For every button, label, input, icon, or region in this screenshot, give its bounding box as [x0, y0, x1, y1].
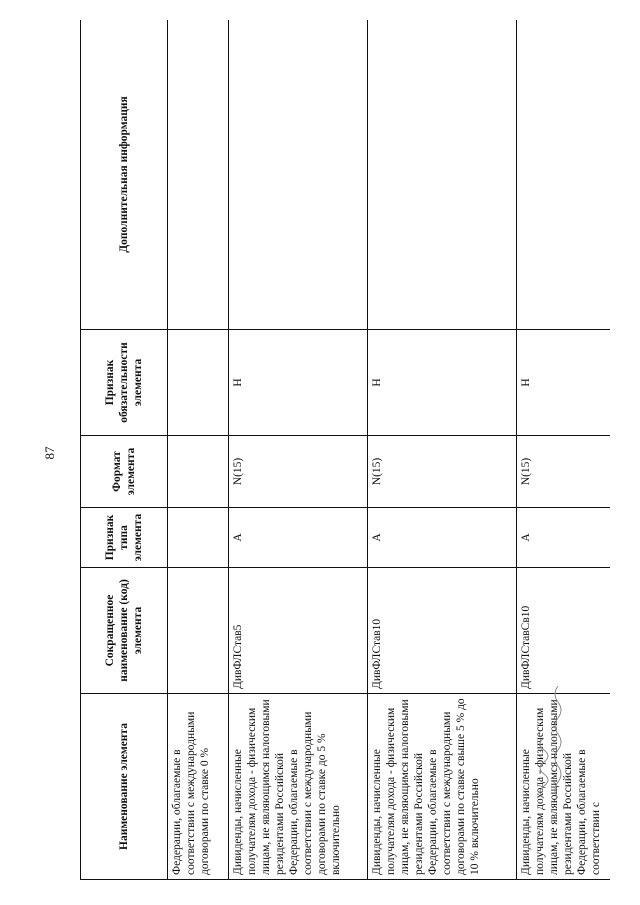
cell-element-format: N(15): [368, 436, 517, 508]
cell-element-required: [168, 330, 229, 436]
cell-element-code: ДивФЛСтав5: [229, 568, 368, 694]
cell-element-format: [168, 436, 229, 508]
header-element-name: Наименование элемента: [81, 694, 168, 880]
cell-element-name: Федерации, облагаемые в соответствии с международными договорами по ставке 0 %: [168, 694, 229, 880]
cell-element-type: А: [368, 508, 517, 568]
header-additional-info: Дополнительная информация: [81, 20, 168, 330]
cell-additional-info: [229, 20, 368, 330]
cell-element-name: Дивиденды, начисленные получателям дохода - физическим лицам, не являющимся налоговыми резидентами Российской Федерации, облагаемые в соответствии с международными договорами по ставке до 5 % включительно: [229, 694, 368, 880]
cell-element-code: [168, 568, 229, 694]
rotated-table-container: [80, 20, 610, 880]
table-row: [368, 20, 517, 880]
cell-element-required: Н: [517, 330, 611, 436]
cell-element-format: N(15): [229, 436, 368, 508]
table-row: [229, 20, 368, 880]
cell-element-required: Н: [368, 330, 517, 436]
cell-element-type: А: [229, 508, 368, 568]
header-element-required: Признак обязательности элемента: [81, 330, 168, 436]
cell-additional-info: [517, 20, 611, 330]
handwritten-annotation: [532, 740, 640, 800]
cell-element-type: [168, 508, 229, 568]
cell-element-format: N(15): [517, 436, 611, 508]
handwriting-scribble-icon: [532, 660, 572, 800]
header-element-type: Признак типа элемента: [81, 508, 168, 568]
header-element-format: Формат элемента: [81, 436, 168, 508]
table-row: [168, 20, 229, 880]
cell-element-code: ДивФЛСтавСв10: [517, 568, 611, 694]
page-number: 87: [42, 446, 57, 460]
cell-element-name: Дивиденды, начисленные получателям дохода - физическим лицам, не являющимся налоговыми резидентами Российской Федерации, облагаемые в соответствии с международными договорами по ставке свыше 5 % до 10 % включительно: [368, 694, 517, 880]
table-frame: [80, 20, 610, 880]
cell-element-name: Дивиденды, начисленные получателям дохода - физическим лицам, не являющимся налоговыми резидентами Российской Федерации, облагаемые в соответствии с: [517, 694, 611, 880]
cell-element-required: Н: [229, 330, 368, 436]
element-specification-table: [80, 20, 610, 880]
cell-additional-info: [368, 20, 517, 330]
cell-element-code: ДивФЛСтав10: [368, 568, 517, 694]
cell-element-type: А: [517, 508, 611, 568]
cell-additional-info: [168, 20, 229, 330]
table-header-row: [81, 20, 168, 880]
header-element-code: Сокращенное наименование (код) элемента: [81, 568, 168, 694]
